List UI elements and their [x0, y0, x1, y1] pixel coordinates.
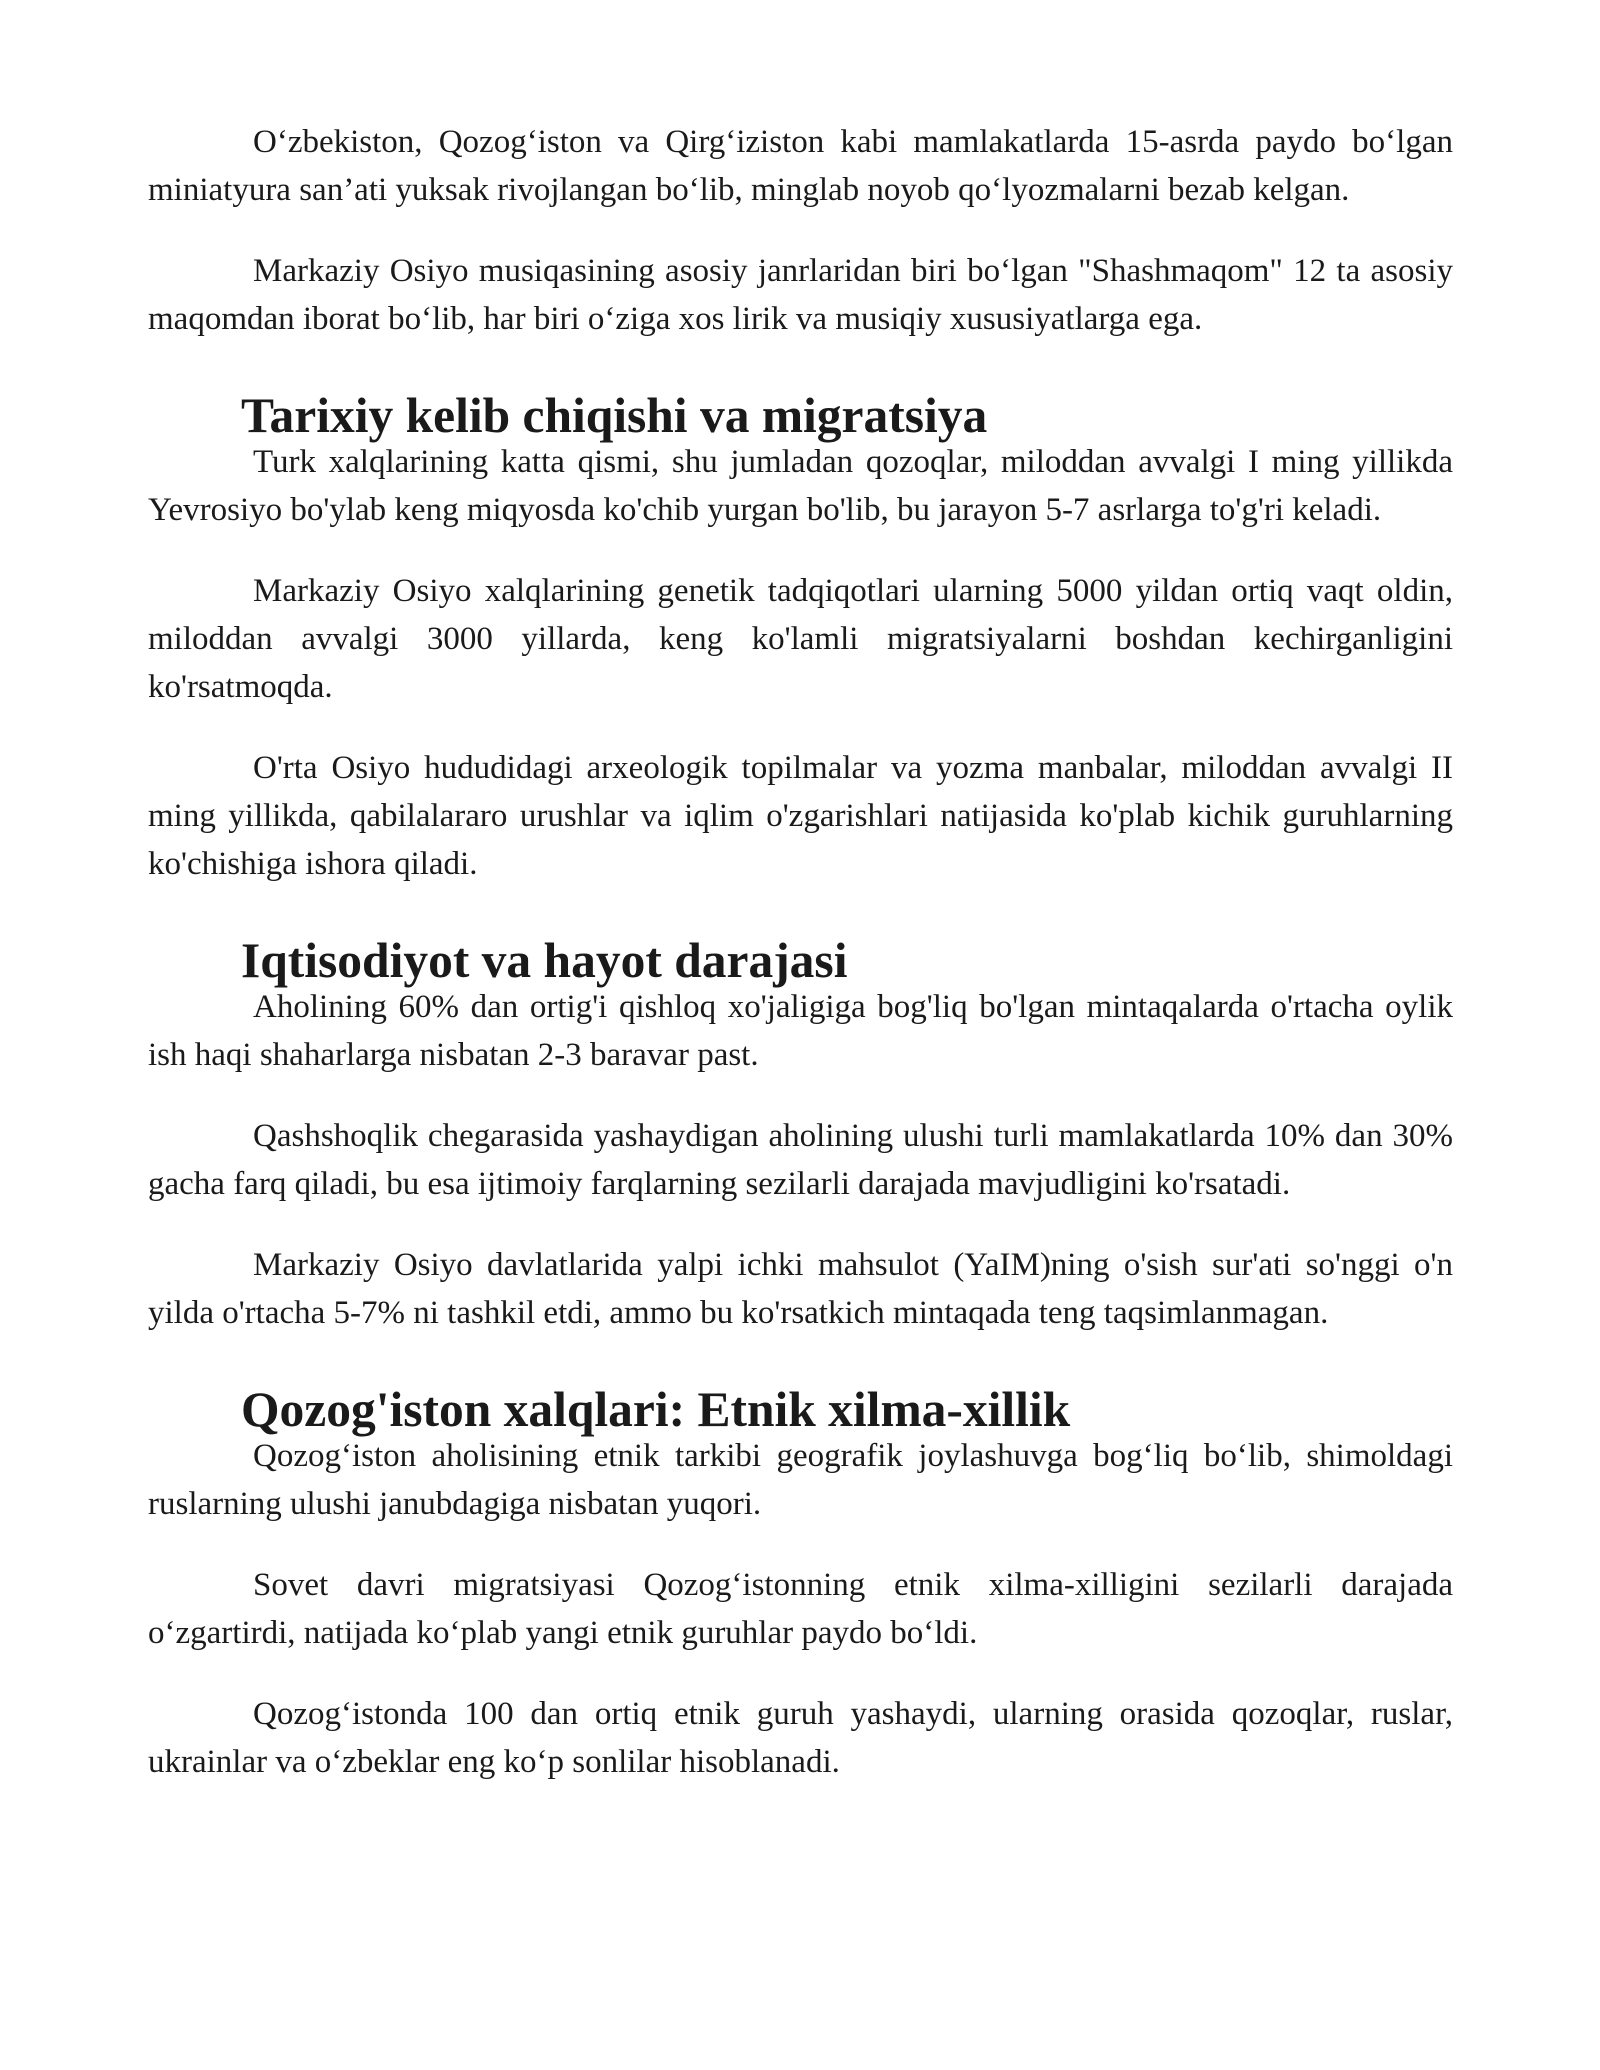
section-paragraph: Qozogʻistonda 100 dan ortiq etnik guruh yashaydi, ularning orasida qozoqlar, ruslar, ukrainlar va oʻzbeklar eng koʻp sonlilar hisoblanadi. — [148, 1696, 1453, 1780]
section-paragraph: Markaziy Osiyo xalqlarining genetik tadqiqotlari ularning 5000 yildan ortiq vaqt oldin, miloddan avvalgi 3000 yillarda, keng ko'lamli migratsiyalarni boshdan kechirganligini ko'rsatmoqda. — [148, 573, 1453, 705]
section-ethnic-diversity — [148, 1382, 1453, 1786]
section-paragraph: Markaziy Osiyo davlatlarida yalpi ichki mahsulot (YaIM)ning o'sish sur'ati so'nggi o'n yilda o'rtacha 5-7% ni tashkil etdi, ammo bu ko'rsatkich mintaqada teng taqsimlanmagan. — [148, 1247, 1453, 1331]
section-paragraph: Aholining 60% dan ortig'i qishloq xo'jaligiga bog'liq bo'lgan mintaqalarda o'rtacha oylik ish haqi shaharlarga nisbatan 2-3 baravar past. — [148, 989, 1453, 1073]
section-heading: Tarixiy kelib chiqishi va migratsiya — [241, 388, 988, 443]
section-paragraph: O'rta Osiyo hududidagi arxeologik topilmalar va yozma manbalar, miloddan avvalgi II ming yillikda, qabilalararo urushlar va iqlim o'zgarishlari natijasida ko'plab kichik guruhlarning ko'chishiga ishora qiladi. — [148, 750, 1453, 882]
section-economy-living-standard — [148, 933, 1453, 1337]
intro-paragraph-1: Oʻzbekiston, Qozogʻiston va Qirgʻiziston kabi mamlakatlarda 15-asrda paydo boʻlgan miniatyura san’ati yuksak rivojlangan boʻlib, minglab noyob qoʻlyozmalarni bezab kelgan. — [148, 124, 1453, 208]
document-page — [148, 118, 1453, 1786]
section-paragraph: Qashshoqlik chegarasida yashaydigan aholining ulushi turli mamlakatlarda 10% dan 30% gacha farq qiladi, bu esa ijtimoiy farqlarning sezilarli darajada mavjudligini ko'rsatadi. — [148, 1118, 1453, 1202]
intro-paragraph-2: Markaziy Osiyo musiqasining asosiy janrlaridan biri boʻlgan "Shashmaqom" 12 ta asosiy maqomdan iborat boʻlib, har biri oʻziga xos lirik va musiqiy xususiyatlarga ega. — [148, 253, 1453, 337]
section-paragraph: Qozogʻiston aholisining etnik tarkibi geografik joylashuvga bogʻliq boʻlib, shimoldagi ruslarning ulushi janubdagiga nisbatan yuqori. — [148, 1438, 1453, 1522]
section-paragraph: Turk xalqlarining katta qismi, shu jumladan qozoqlar, miloddan avvalgi I ming yillikda Yevrosiyo bo'ylab keng miqyosda ko'chib yurgan bo'lib, bu jarayon 5-7 asrlarga to'g'ri keladi. — [148, 444, 1453, 528]
section-history-migration — [148, 388, 1453, 888]
section-heading: Qozog'iston xalqlari: Etnik xilma-xillik — [241, 1382, 1071, 1437]
section-paragraph: Sovet davri migratsiyasi Qozogʻistonning etnik xilma-xilligini sezilarli darajada oʻzgartirdi, natijada koʻplab yangi etnik guruhlar paydo boʻldi. — [148, 1567, 1453, 1651]
section-heading: Iqtisodiyot va hayot darajasi — [241, 933, 848, 988]
